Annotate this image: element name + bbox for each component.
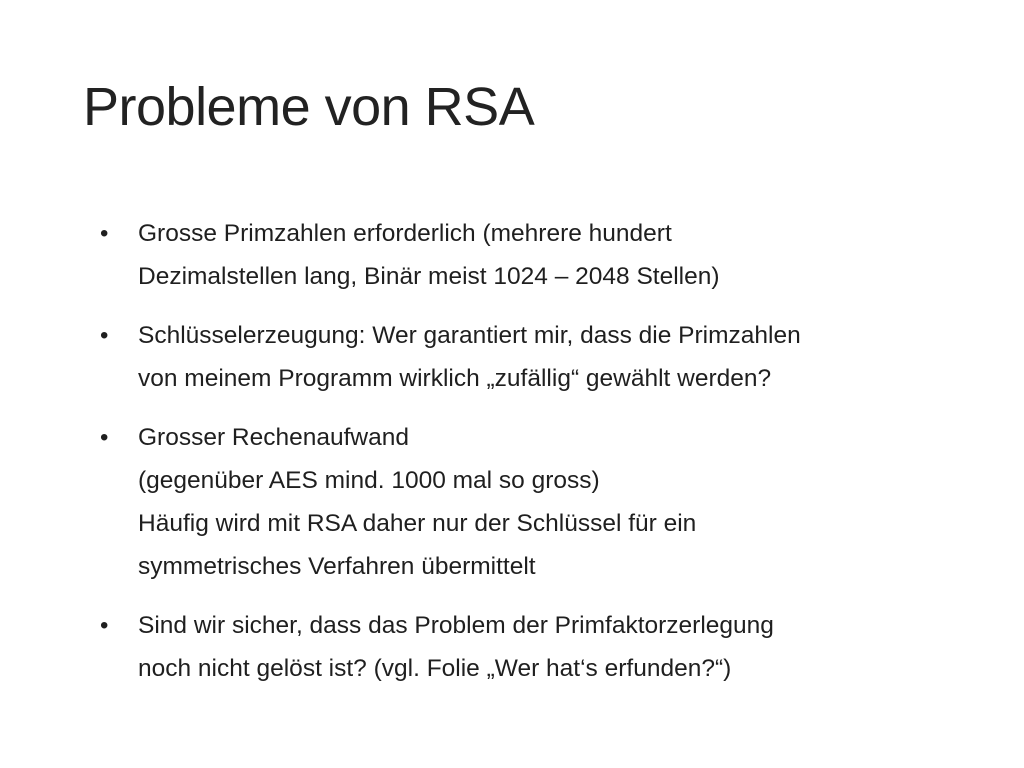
bullet-line: (gegenüber AES mind. 1000 mal so gross) [138, 467, 600, 494]
bullet-line: Grosse Primzahlen erforderlich (mehrere hundert [138, 220, 672, 247]
bullet-list [100, 212, 960, 706]
bullet-line: noch nicht gelöst ist? (vgl. Folie „Wer hat‘s erfunden?“) [138, 655, 732, 682]
bullet-icon: • [100, 612, 109, 639]
bullet-line: Sind wir sicher, dass das Problem der Primfaktorzerlegung [138, 612, 774, 639]
bullet-line: Grosser Rechenaufwand [138, 424, 410, 451]
bullet-item-3 [100, 416, 960, 588]
bullet-icon: • [100, 220, 109, 247]
bullet-item-1 [100, 212, 960, 298]
bullet-item-4 [100, 604, 960, 690]
bullet-line: Dezimalstellen lang, Binär meist 1024 – 2048 Stellen) [138, 263, 720, 290]
bullet-line: von meinem Programm wirklich „zufällig“ gewählt werden? [138, 365, 772, 392]
bullet-line: symmetrisches Verfahren übermittelt [138, 553, 536, 580]
slide-title: Probleme von RSA [83, 77, 535, 137]
bullet-line: Schlüsselerzeugung: Wer garantiert mir, dass die Primzahlen [138, 322, 801, 349]
bullet-icon: • [100, 424, 109, 451]
bullet-icon: • [100, 322, 109, 349]
bullet-line: Häufig wird mit RSA daher nur der Schlüssel für ein [138, 510, 697, 537]
bullet-item-2 [100, 314, 960, 400]
